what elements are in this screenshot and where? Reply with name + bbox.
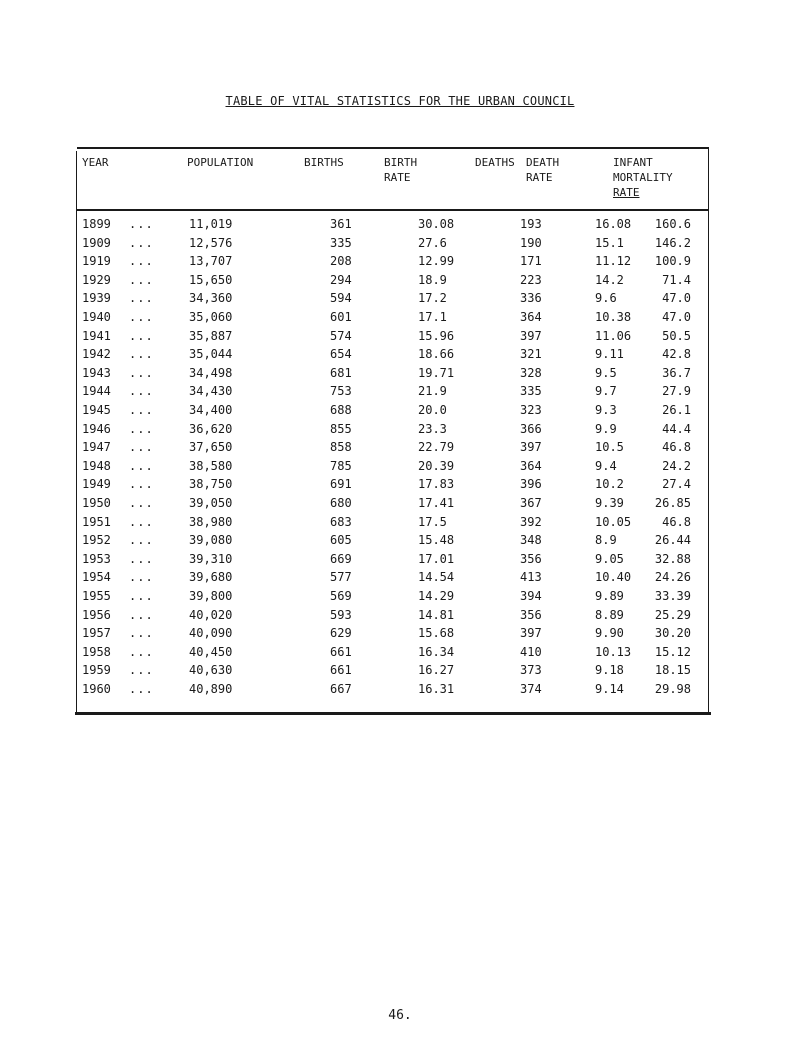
birth-rate-cell: 22.79: [418, 440, 455, 455]
population-cell: 39,680: [189, 570, 233, 585]
population-cell: 12,576: [189, 235, 233, 250]
deaths-cell: 356: [520, 551, 542, 566]
deaths-cell: 364: [520, 458, 542, 473]
dots-cell: ...: [129, 403, 154, 417]
births-cell: 593: [330, 607, 352, 622]
dots-cell: ...: [129, 570, 154, 585]
population-cell: 35,060: [189, 310, 233, 324]
dots-cell: ...: [129, 384, 154, 399]
table-row: [77, 551, 709, 567]
birth-rate-cell: 14.54: [418, 570, 455, 585]
infant-rate-cell: 160.6: [654, 217, 691, 231]
infant-rate-cell: 26.44: [654, 533, 691, 548]
year-cell: 1955: [82, 589, 111, 603]
infant-rate-cell: 36.7: [662, 365, 691, 380]
death-rate-cell: 11.12: [595, 254, 632, 269]
header-death-rate-line1: DEATH: [526, 156, 560, 169]
deaths-cell: 397: [520, 328, 542, 343]
births-cell: 574: [330, 328, 352, 343]
birth-rate-cell: 15.48: [418, 533, 455, 548]
births-cell: 683: [330, 514, 352, 529]
birth-rate-cell: 20.39: [418, 458, 455, 473]
death-rate-cell: 9.39: [595, 496, 624, 510]
infant-rate-cell: 32.88: [654, 551, 691, 566]
population-cell: 39,050: [189, 496, 233, 510]
deaths-cell: 397: [520, 440, 542, 455]
infant-rate-cell: 44.4: [662, 421, 691, 436]
deaths-cell: 335: [520, 384, 542, 399]
population-cell: 40,090: [189, 626, 233, 641]
death-rate-cell: 9.3: [595, 403, 617, 417]
table-row: [77, 495, 709, 511]
header-death-rate-line2: RATE: [526, 171, 553, 184]
table-row: [77, 346, 709, 362]
year-cell: 1947: [82, 440, 111, 455]
births-cell: 691: [330, 477, 352, 492]
births-cell: 681: [330, 365, 352, 380]
table-row: [77, 402, 709, 418]
birth-rate-cell: 17.2: [418, 291, 447, 306]
death-rate-cell: 10.05: [595, 514, 632, 529]
dots-cell: ...: [129, 365, 154, 380]
births-cell: 661: [330, 663, 352, 678]
page-number: 46.: [388, 1008, 412, 1023]
population-cell: 39,310: [189, 551, 233, 566]
death-rate-cell: 8.9: [595, 533, 617, 548]
page-title: TABLE OF VITAL STATISTICS FOR THE URBAN COUNCIL: [225, 94, 575, 108]
death-rate-cell: 9.05: [595, 551, 624, 566]
vital-statistics-table: [77, 147, 709, 717]
birth-rate-cell: 16.34: [418, 644, 455, 659]
table-row: [77, 328, 709, 344]
table-row: [77, 365, 709, 381]
death-rate-cell: 10.13: [595, 644, 632, 659]
dots-cell: ...: [129, 328, 154, 343]
infant-rate-cell: 46.8: [662, 440, 691, 455]
year-cell: 1948: [82, 458, 111, 473]
deaths-cell: 373: [520, 663, 542, 678]
death-rate-cell: 9.18: [595, 663, 624, 678]
table-top-rule: [77, 147, 709, 149]
death-rate-cell: 11.06: [595, 328, 632, 343]
infant-rate-cell: 33.39: [654, 589, 691, 603]
population-cell: 34,360: [189, 291, 233, 306]
deaths-cell: 323: [520, 403, 542, 417]
births-cell: 335: [330, 235, 352, 250]
births-cell: 594: [330, 291, 352, 306]
dots-cell: ...: [129, 607, 154, 622]
birth-rate-cell: 17.1: [418, 310, 447, 324]
deaths-cell: 397: [520, 626, 542, 641]
year-cell: 1941: [82, 328, 111, 343]
birth-rate-cell: 17.5: [418, 514, 447, 529]
year-cell: 1960: [82, 682, 111, 696]
births-cell: 667: [330, 682, 352, 696]
population-cell: 38,580: [189, 458, 233, 473]
dots-cell: ...: [129, 272, 154, 287]
death-rate-cell: 9.7: [595, 384, 617, 399]
table-row: [77, 569, 709, 585]
births-cell: 577: [330, 570, 352, 585]
births-cell: 661: [330, 644, 352, 659]
year-cell: 1958: [82, 644, 111, 659]
birth-rate-cell: 23.3: [418, 421, 447, 436]
population-cell: 37,650: [189, 440, 233, 455]
death-rate-cell: 9.4: [595, 458, 617, 473]
death-rate-cell: 15.1: [595, 235, 624, 250]
births-cell: 855: [330, 421, 352, 436]
dots-cell: ...: [129, 235, 154, 250]
population-cell: 38,750: [189, 477, 233, 492]
table-row: [77, 532, 709, 548]
birth-rate-cell: 17.83: [418, 477, 455, 492]
dots-cell: ...: [129, 682, 154, 696]
table-row: [77, 458, 709, 474]
dots-cell: ...: [129, 440, 154, 455]
table-row: [77, 421, 709, 437]
year-cell: 1909: [82, 235, 111, 250]
deaths-cell: 374: [520, 682, 542, 696]
table-row: [77, 662, 709, 678]
infant-rate-cell: 26.85: [654, 496, 691, 510]
population-cell: 13,707: [189, 254, 233, 269]
birth-rate-cell: 14.81: [418, 607, 455, 622]
year-cell: 1949: [82, 477, 111, 492]
header-year: YEAR: [82, 156, 109, 169]
dots-cell: ...: [129, 458, 154, 473]
dots-cell: ...: [129, 217, 154, 231]
table-row: [77, 514, 709, 530]
infant-rate-cell: 47.0: [662, 310, 691, 324]
deaths-cell: 394: [520, 589, 542, 603]
deaths-cell: 392: [520, 514, 542, 529]
dots-cell: ...: [129, 254, 154, 269]
dots-cell: ...: [129, 421, 154, 436]
deaths-cell: 223: [520, 272, 542, 287]
population-cell: 40,450: [189, 644, 233, 659]
table-row: [77, 625, 709, 641]
birth-rate-cell: 27.6: [418, 235, 447, 250]
deaths-cell: 190: [520, 235, 542, 250]
births-cell: 605: [330, 533, 352, 548]
header-infant-line3: RATE: [613, 186, 640, 199]
birth-rate-cell: 17.01: [418, 551, 455, 566]
infant-rate-cell: 29.98: [654, 682, 691, 696]
infant-rate-cell: 18.15: [654, 663, 691, 678]
header-infant-line2: MORTALITY: [613, 171, 673, 184]
year-cell: 1943: [82, 365, 111, 380]
header-population: POPULATION: [187, 156, 254, 169]
infant-rate-cell: 50.5: [662, 328, 691, 343]
births-cell: 753: [330, 384, 352, 399]
birth-rate-cell: 14.29: [418, 589, 455, 603]
population-cell: 34,400: [189, 403, 233, 417]
population-cell: 15,650: [189, 272, 233, 287]
table-row: [77, 644, 709, 660]
death-rate-cell: 10.40: [595, 570, 632, 585]
dots-cell: ...: [129, 551, 154, 566]
dots-cell: ...: [129, 663, 154, 678]
death-rate-cell: 9.89: [595, 589, 624, 603]
deaths-cell: 171: [520, 254, 542, 269]
death-rate-cell: 10.5: [595, 440, 624, 455]
birth-rate-cell: 12.99: [418, 254, 455, 269]
births-cell: 629: [330, 626, 352, 641]
deaths-cell: 366: [520, 421, 542, 436]
births-cell: 601: [330, 310, 352, 324]
population-cell: 35,044: [189, 347, 233, 362]
births-cell: 785: [330, 458, 352, 473]
table-row: [77, 681, 709, 697]
infant-rate-cell: 100.9: [654, 254, 691, 269]
dots-cell: ...: [129, 589, 154, 603]
death-rate-cell: 9.14: [595, 682, 624, 696]
births-cell: 688: [330, 403, 352, 417]
infant-rate-cell: 146.2: [654, 235, 691, 250]
birth-rate-cell: 15.68: [418, 626, 455, 641]
population-cell: 40,020: [189, 607, 233, 622]
year-cell: 1942: [82, 347, 111, 362]
dots-cell: ...: [129, 310, 154, 324]
header-births: BIRTHS: [304, 156, 344, 169]
infant-rate-cell: 25.29: [654, 607, 691, 622]
deaths-cell: 356: [520, 607, 542, 622]
table-row: [77, 309, 709, 325]
deaths-cell: 348: [520, 533, 542, 548]
population-cell: 38,980: [189, 514, 233, 529]
table-row: [77, 290, 709, 306]
year-cell: 1929: [82, 272, 111, 287]
population-cell: 39,800: [189, 589, 233, 603]
header-deaths: DEATHS: [475, 156, 515, 169]
year-cell: 1950: [82, 496, 111, 510]
infant-rate-cell: 26.1: [662, 403, 691, 417]
death-rate-cell: 8.89: [595, 607, 624, 622]
infant-rate-cell: 15.12: [654, 644, 691, 659]
infant-rate-cell: 27.4: [662, 477, 691, 492]
death-rate-cell: 10.2: [595, 477, 624, 492]
death-rate-cell: 9.90: [595, 626, 624, 641]
deaths-cell: 328: [520, 365, 542, 380]
birth-rate-cell: 20.0: [418, 403, 447, 417]
year-cell: 1899: [82, 217, 111, 231]
births-cell: 858: [330, 440, 352, 455]
births-cell: 361: [330, 217, 352, 231]
infant-rate-cell: 27.9: [662, 384, 691, 399]
birth-rate-cell: 18.9: [418, 272, 447, 287]
deaths-cell: 321: [520, 347, 542, 362]
year-cell: 1940: [82, 310, 111, 324]
deaths-cell: 367: [520, 496, 542, 510]
table-row: [77, 383, 709, 399]
infant-rate-cell: 24.2: [662, 458, 691, 473]
death-rate-cell: 9.5: [595, 365, 617, 380]
dots-cell: ...: [129, 514, 154, 529]
table-row: [77, 272, 709, 288]
year-cell: 1952: [82, 533, 111, 548]
births-cell: 208: [330, 254, 352, 269]
dots-cell: ...: [129, 291, 154, 306]
birth-rate-cell: 19.71: [418, 365, 455, 380]
year-cell: 1945: [82, 403, 111, 417]
table-bottom-rule: [75, 712, 711, 715]
infant-rate-cell: 30.20: [654, 626, 691, 641]
birth-rate-cell: 16.31: [418, 682, 455, 696]
header-death-rate: [526, 155, 559, 185]
death-rate-cell: 9.6: [595, 291, 617, 306]
infant-rate-cell: 42.8: [662, 347, 691, 362]
table-row: [77, 439, 709, 455]
year-cell: 1951: [82, 514, 111, 529]
table-row: [77, 235, 709, 251]
dots-cell: ...: [129, 477, 154, 492]
death-rate-cell: 16.08: [595, 217, 632, 231]
year-cell: 1954: [82, 570, 111, 585]
table-row: [77, 253, 709, 269]
table-row: [77, 476, 709, 492]
year-cell: 1946: [82, 421, 111, 436]
population-cell: 34,498: [189, 365, 233, 380]
death-rate-cell: 14.2: [595, 272, 624, 287]
population-cell: 39,080: [189, 533, 233, 548]
births-cell: 669: [330, 551, 352, 566]
dots-cell: ...: [129, 644, 154, 659]
population-cell: 40,630: [189, 663, 233, 678]
births-cell: 654: [330, 347, 352, 362]
birth-rate-cell: 21.9: [418, 384, 447, 399]
infant-rate-cell: 71.4: [662, 272, 691, 287]
population-cell: 34,430: [189, 384, 233, 399]
header-rule: [77, 209, 709, 211]
death-rate-cell: 10.38: [595, 310, 632, 324]
births-cell: 294: [330, 272, 352, 287]
dots-cell: ...: [129, 533, 154, 548]
header-birth-rate-line1: BIRTH: [384, 156, 418, 169]
birth-rate-cell: 15.96: [418, 328, 455, 343]
population-cell: 40,890: [189, 682, 233, 696]
year-cell: 1956: [82, 607, 111, 622]
deaths-cell: 410: [520, 644, 542, 659]
births-cell: 680: [330, 496, 352, 510]
population-cell: 11,019: [189, 217, 233, 231]
dots-cell: ...: [129, 347, 154, 362]
deaths-cell: 336: [520, 291, 542, 306]
deaths-cell: 364: [520, 310, 542, 324]
birth-rate-cell: 30.08: [418, 217, 455, 231]
table-row: [77, 607, 709, 623]
year-cell: 1919: [82, 254, 111, 269]
deaths-cell: 413: [520, 570, 542, 585]
table-row: [77, 588, 709, 604]
population-cell: 35,887: [189, 328, 233, 343]
header-birth-rate: [384, 155, 417, 185]
header-birth-rate-line2: RATE: [384, 171, 411, 184]
header-infant-mortality: [613, 155, 673, 200]
year-cell: 1953: [82, 551, 111, 566]
year-cell: 1959: [82, 663, 111, 678]
dots-cell: ...: [129, 626, 154, 641]
death-rate-cell: 9.9: [595, 421, 617, 436]
infant-rate-cell: 46.8: [662, 514, 691, 529]
year-cell: 1944: [82, 384, 111, 399]
population-cell: 36,620: [189, 421, 233, 436]
birth-rate-cell: 16.27: [418, 663, 455, 678]
death-rate-cell: 9.11: [595, 347, 624, 362]
header-infant-line1: INFANT: [613, 156, 653, 169]
deaths-cell: 193: [520, 217, 542, 231]
births-cell: 569: [330, 589, 352, 603]
birth-rate-cell: 18.66: [418, 347, 455, 362]
deaths-cell: 396: [520, 477, 542, 492]
year-cell: 1939: [82, 291, 111, 306]
infant-rate-cell: 47.0: [662, 291, 691, 306]
birth-rate-cell: 17.41: [418, 496, 455, 510]
year-cell: 1957: [82, 626, 111, 641]
table-row: [77, 216, 709, 232]
dots-cell: ...: [129, 496, 154, 510]
infant-rate-cell: 24.26: [654, 570, 691, 585]
